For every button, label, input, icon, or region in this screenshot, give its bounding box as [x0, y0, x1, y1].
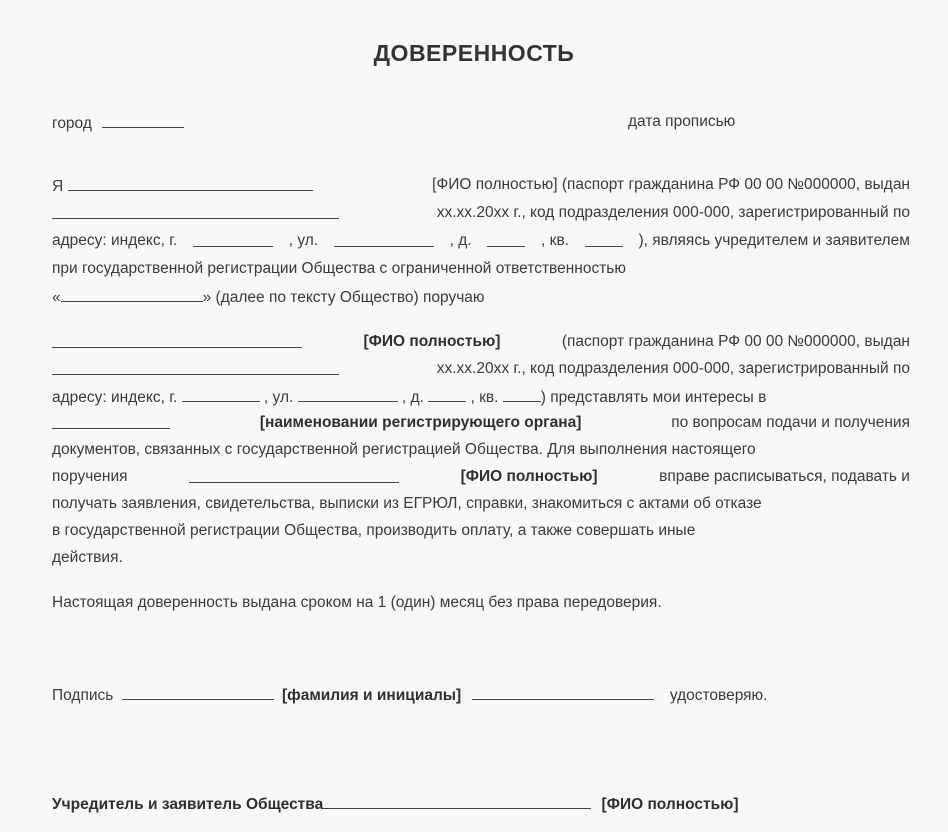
- p1-line-1: [52, 175, 910, 197]
- p2-flat-label: , кв.: [470, 389, 499, 406]
- p2-name-placeholder: [ФИО полностью]: [363, 333, 501, 350]
- p2-text-3: ) представлять мои интересы в: [540, 389, 767, 406]
- founder-row: [52, 793, 910, 815]
- p2-authority-placeholder: [наименовании регистрирующего органа]: [259, 414, 582, 431]
- p1-name-blank: [68, 175, 313, 191]
- p1-line-2: [52, 203, 910, 223]
- p2-text-1: (паспорт гражданина РФ 00 00 №000000, выдан: [561, 333, 910, 350]
- p2-text-2: xx.xx.20xx г., код подразделения 000-000, зарегистрированный по: [436, 360, 910, 377]
- p2-line-8: в государственной регистрации Общества, производить оплату, а также совершать иные: [52, 522, 696, 539]
- signature-label: Подпись: [52, 687, 114, 704]
- p2-line-4: [52, 413, 910, 433]
- p2-city-blank: [182, 386, 260, 402]
- signature-row: [52, 684, 910, 706]
- p1-flat-blank: [585, 231, 623, 247]
- p2-text-6b: вправе расписываться, подавать и: [659, 468, 910, 485]
- p2-authority-blank: [52, 413, 170, 429]
- p2-house-label: , д.: [401, 389, 424, 406]
- signature-blank: [122, 684, 274, 700]
- p2-attorney-blank: [189, 467, 399, 483]
- p1-text-1: [ФИО полностью] (паспорт гражданина РФ 00 00 №000000, выдан: [432, 176, 910, 193]
- p2-street-label: , ул.: [263, 389, 294, 406]
- p1-line-3: [52, 231, 910, 251]
- p1-address-label: адресу: индекс, г.: [52, 232, 178, 249]
- p2-address-label: адресу: индекс, г.: [52, 389, 178, 406]
- date-label: дата прописью: [628, 113, 736, 130]
- p1-company-blank: [61, 286, 203, 302]
- p2-line-3: [52, 386, 766, 408]
- p2-text-6a: поручения: [52, 468, 128, 485]
- p2-line-1: [52, 332, 910, 352]
- p2-text-4: по вопросам подачи и получения: [671, 414, 910, 431]
- p1-line-4: при государственной регистрации Общества с ограниченной ответственностью: [52, 260, 627, 277]
- p2-house-blank: [428, 386, 466, 402]
- p1-text-3: ), являясь учредителем и заявителем: [638, 232, 910, 249]
- p1-line-5: [52, 286, 910, 308]
- p2-name-blank: [52, 332, 302, 348]
- p1-text-2: xx.xx.20xx г., код подразделения 000-000, зарегистрированный по: [436, 204, 910, 221]
- document-title: ДОВЕРЕННОСТЬ: [373, 40, 575, 66]
- city-label: город: [52, 115, 92, 132]
- p2-issuer-blank: [52, 359, 339, 375]
- p1-text-5: » (далее по тексту Общество) поручаю: [202, 289, 485, 306]
- p1-street-label: , ул.: [288, 232, 319, 249]
- city-blank: [102, 112, 184, 128]
- certify-label: удостоверяю.: [669, 687, 768, 704]
- p2-street-blank: [298, 386, 398, 402]
- p2-attorney-placeholder: [ФИО полностью]: [460, 468, 598, 485]
- p2-line-6: [52, 467, 910, 487]
- p2-line-9: действия.: [52, 549, 123, 566]
- p1-house-blank: [487, 231, 525, 247]
- p1-city-blank: [193, 231, 273, 247]
- p2-flat-blank: [503, 386, 541, 402]
- p2-line-2: [52, 359, 910, 379]
- founder-blank: [323, 793, 591, 809]
- p2-line-7: получать заявления, свидетельства, выписки из ЕГРЮЛ, справки, знакомиться с актами об отказе: [52, 495, 762, 512]
- p1-pronoun: Я: [52, 178, 64, 195]
- signature-placeholder: [фамилия и инициалы]: [281, 687, 462, 704]
- p1-house-label: , д.: [449, 232, 472, 249]
- p1-flat-label: , кв.: [541, 232, 569, 249]
- header-row: [52, 112, 910, 134]
- p1-street-blank: [334, 231, 434, 247]
- p2-line-5: документов, связанных с государственной регистрацией Общества. Для выполнения настоящего: [52, 441, 756, 458]
- founder-placeholder: [ФИО полностью]: [601, 796, 739, 813]
- p1-issuer-blank: [52, 203, 339, 219]
- term-line: Настоящая доверенность выдана сроком на 1 (один) месяц без права передоверия.: [52, 594, 662, 611]
- p1-quote-open: «: [52, 289, 61, 306]
- signature-blank-2: [472, 684, 654, 700]
- founder-label: Учредитель и заявитель Общества: [52, 796, 324, 813]
